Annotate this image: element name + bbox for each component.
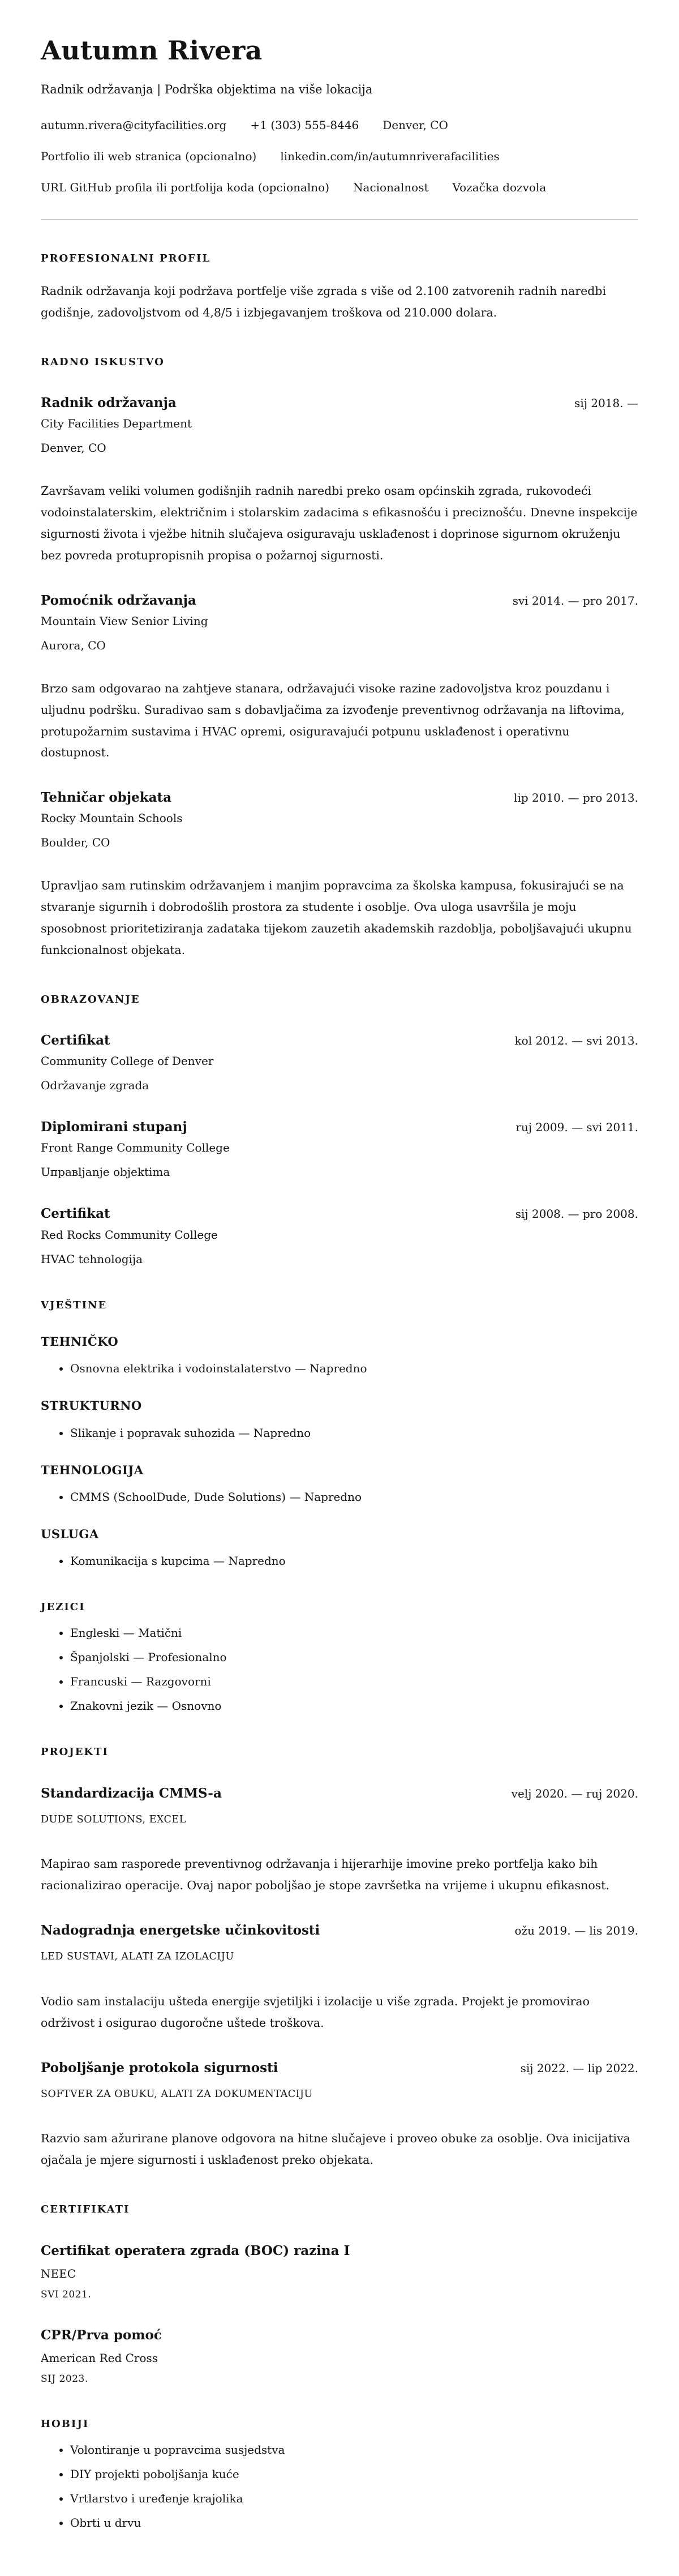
experience-entry-head (41, 592, 638, 609)
project-entry-head (41, 1922, 638, 1939)
job-company: Mountain View Senior Living (41, 614, 208, 628)
skill-list (41, 1554, 638, 1569)
job-dates: sij 2018. — (574, 396, 638, 410)
language-item: • Znakovni jezik — Osnovno (70, 1698, 638, 1714)
portfolio-placeholder-text: Portfolio ili web stranica (opcionalno) (41, 149, 257, 164)
education-dates: sij 2008. — pro 2008. (515, 1207, 638, 1221)
project-dates: sij 2022. — lip 2022. (520, 2061, 638, 2075)
certificate-date: SVI 2021. (41, 2288, 92, 2300)
job-company: City Facilities Department (41, 416, 192, 430)
education-entry (41, 1032, 638, 1093)
hobby-item: • Obrti u drvu (70, 2515, 638, 2531)
degree-title: Certifikat (41, 1206, 110, 1222)
contact-row-extra (41, 180, 638, 195)
language-list (41, 1625, 638, 1714)
skill-group-structural (41, 1398, 638, 1440)
project-dates: ožu 2019. — lis 2019. (514, 1924, 638, 1938)
location-text: Denver, CO (383, 118, 448, 132)
school-name: Community College of Denver (41, 1054, 214, 1068)
contact-row-primary (41, 118, 638, 133)
skill-item: • Slikanje i popravak suhozida — Napredno (70, 1426, 638, 1441)
project-title: Nadogradnja energetske učinkovitosti (41, 1923, 320, 1939)
certificate-entry (41, 2326, 638, 2386)
header-divider (41, 219, 638, 220)
education-entry-head (41, 1032, 638, 1049)
language-item: • Španjolski — Profesionalno (70, 1650, 638, 1665)
job-description: Brzo sam odgovarao na zahtjeve stanara, održavajući visoke razine zadovoljstva kroz pouzdanu i uljudnu podršku. Suradivao sam s dobavljačima za izvođenje preventivnog održavanja na liftovima, protupožarnim sustavima i HVAC opremi, osiguravajući potpunu usklađenost i operativnu dostupnost. (41, 681, 625, 760)
hobby-item: • Vrtlarstvo i uređenje krajolika (70, 2491, 638, 2506)
project-entry (41, 1785, 638, 1897)
experience-entry (41, 789, 638, 961)
degree-title: Diplomirani stupanj (41, 1119, 187, 1135)
profile-summary: Radnik održavanja koji podržava portfelje više zgrada s više od 2.100 zatvorenih radnih naredbi godišnje, zadovoljstvom od 4,8/5 i izbjegavanjem troškova od 210.000 dolara. (41, 284, 607, 319)
contact-row-links (41, 149, 638, 164)
education-entry (41, 1118, 638, 1180)
email-text: autumn.rivera@cityfacilities.org (41, 118, 227, 132)
section-skills (41, 1299, 638, 1569)
job-dates: svi 2014. — pro 2017. (512, 593, 638, 607)
skill-list (41, 1490, 638, 1505)
section-profile (41, 252, 638, 323)
project-description: Vodio sam instalaciju ušteda energije svjetiljki i izolacije u više zgrada. Projekt je promovirao održivost i osigurao dugoročne uštede troškova. (41, 1994, 590, 2030)
section-heading-education: OBRAZOVANJE (41, 994, 140, 1006)
project-entry (41, 1922, 638, 2034)
job-location: Boulder, CO (41, 836, 110, 850)
job-description: Upravljao sam rutinskim održavanjem i manjim popravcima za školska kampusa, fokusirajući se na stvaranje sigurnih i dobrodošlih prostora za studente i osoblje. Ova uloga usavršila je moju sposobnost prioritetiziranja zadataka tijekom zauzetih akademskih razdoblja, poboljšavajući ukupnu funkcionalnost objekata. (41, 879, 632, 957)
certificate-issuer: American Red Cross (41, 2351, 158, 2365)
section-hobbies (41, 2417, 638, 2531)
job-title: Tehničar objekata (41, 790, 172, 806)
language-item: • Francuski — Razgovorni (70, 1674, 638, 1689)
skill-item: • Osnovna elektrika i vodoinstalaterstvo — Napredno (70, 1361, 638, 1376)
education-entry-head (41, 1205, 638, 1222)
skill-group-title: TEHNIČKO (41, 1334, 119, 1349)
nationality-placeholder-text: Nacionalnost (353, 181, 429, 195)
section-heading-experience: RADNO ISKUSTVO (41, 356, 165, 368)
section-heading-certificates: CERTIFIKATI (41, 2203, 130, 2216)
education-dates: kol 2012. — svi 2013. (514, 1034, 638, 1048)
skill-group-title: STRUKTURNO (41, 1398, 142, 1413)
school-name: Front Range Community College (41, 1141, 230, 1155)
field-of-study: Uпpaвljanje objektima (41, 1165, 170, 1179)
section-education (41, 993, 638, 1266)
certificate-title: CPR/Prva pomoć (41, 2327, 162, 2343)
job-company: Rocky Mountain Schools (41, 811, 183, 825)
section-heading-skills: VJEŠTINE (41, 1299, 108, 1311)
certificate-title: Certifikat operatera zgrada (BOC) razina I (41, 2243, 350, 2258)
field-of-study: HVAC tehnologija (41, 1252, 143, 1266)
school-name: Red Rocks Community College (41, 1227, 218, 1242)
contact-info (41, 118, 638, 195)
github-placeholder-text: URL GitHub profila ili portfolija koda (opcionalno) (41, 181, 330, 195)
project-entry (41, 2059, 638, 2172)
job-location: Aurora, CO (41, 638, 106, 652)
project-title: Standardizacija CMMS-a (41, 1785, 222, 1801)
skill-item: • Komunikacija s kupcima — Napredno (70, 1554, 638, 1569)
language-item: • Engleski — Matični (70, 1625, 638, 1641)
project-tools: DUDE SOLUTIONS, EXCEL (41, 1813, 186, 1825)
project-title: Poboljšanje protokola sigurnosti (41, 2060, 278, 2076)
candidate-name: Autumn Rivera (41, 35, 263, 66)
section-projects (41, 1745, 638, 2171)
hobby-list (41, 2442, 638, 2531)
header (41, 33, 638, 220)
certificate-date: SIJ 2023. (41, 2373, 88, 2385)
skill-group-technical (41, 1334, 638, 1376)
certificate-issuer: NEEC (41, 2266, 76, 2280)
job-location: Denver, CO (41, 440, 106, 455)
job-description: Završavam veliki volumen godišnjih radnih naredbi preko osam općinskih zgrada, rukovodeći vodoinstalaterskim, električnim i stolarskim zadacima s efikasnošću i preciznošću. Dnevne inspekcije sigurnosti života i vježbe hitnih slučajeva osiguravaju usklađenost i doprinose sigurnom okruženju bez povreda protupropisnih propisa o požarnoj sigurnosti. (41, 483, 638, 562)
field-of-study: Održavanje zgrada (41, 1079, 149, 1093)
hobby-item: • DIY projekti poboljšanja kuće (70, 2467, 638, 2482)
experience-entry (41, 592, 638, 764)
section-experience (41, 356, 638, 962)
project-description: Mapirao sam rasporede preventivnog održavanja i hijerarhije imovine preko portfelja kako bih racionalizirao operacije. Ovaj napor poboljšao je stope završetka na vrijeme i ukupnu efikasnost. (41, 1857, 610, 1893)
education-entry (41, 1205, 638, 1266)
section-heading-languages: JEZICI (41, 1601, 85, 1614)
skill-group-title: TEHNOLOGIJA (41, 1462, 144, 1477)
linkedin-text: linkedin.com/in/autumnriverafacilities (280, 149, 500, 164)
skill-group-title: USLUGA (41, 1526, 99, 1541)
certificate-entry (41, 2242, 638, 2301)
section-heading-profile: PROFESIONALNI PROFIL (41, 253, 211, 265)
phone-text: +1 (303) 555-8446 (250, 118, 359, 132)
project-entry-head (41, 1785, 638, 1802)
education-entry-head (41, 1118, 638, 1136)
experience-entry-head (41, 394, 638, 412)
section-heading-projects: PROJEKTI (41, 1746, 109, 1758)
experience-entry-head (41, 789, 638, 806)
project-entry-head (41, 2059, 638, 2077)
project-tools: LED SUSTAVI, ALATI ZA IZOLACIJU (41, 1951, 234, 1963)
job-title: Pomoćnik održavanja (41, 592, 196, 608)
drivers-license-placeholder-text: Vozačka dozvola (452, 181, 547, 195)
section-languages (41, 1601, 638, 1714)
education-dates: ruj 2009. — svi 2011. (515, 1120, 638, 1135)
project-tools: SOFTVER ZA OBUKU, ALATI ZA DOKUMENTACIJU (41, 2088, 313, 2100)
skill-list (41, 1426, 638, 1441)
job-title: Radnik održavanja (41, 395, 177, 410)
skill-list (41, 1361, 638, 1376)
degree-title: Certifikat (41, 1033, 110, 1049)
skill-group-technology (41, 1462, 638, 1505)
experience-entry (41, 394, 638, 567)
project-dates: velj 2020. — ruj 2020. (511, 1786, 638, 1800)
hobby-item: • Volontiranje u popravcima susjedstva (70, 2442, 638, 2458)
skill-item: • CMMS (SchoolDude, Dude Solutions) — Napredno (70, 1490, 638, 1505)
section-heading-hobbies: HOBIJI (41, 2417, 89, 2430)
skill-group-service (41, 1526, 638, 1569)
section-certificates (41, 2203, 638, 2385)
job-dates: lip 2010. — pro 2013. (514, 791, 638, 805)
headline: Radnik održavanja | Podrška objektima na više lokacija (41, 83, 373, 97)
project-description: Razvio sam ažurirane planove odgovora na hitne slučajeve i proveo obuke za osoblje. Ova inicijativa ojačala je mjere sigurnosti i usklađenost preko objekata. (41, 2132, 630, 2167)
